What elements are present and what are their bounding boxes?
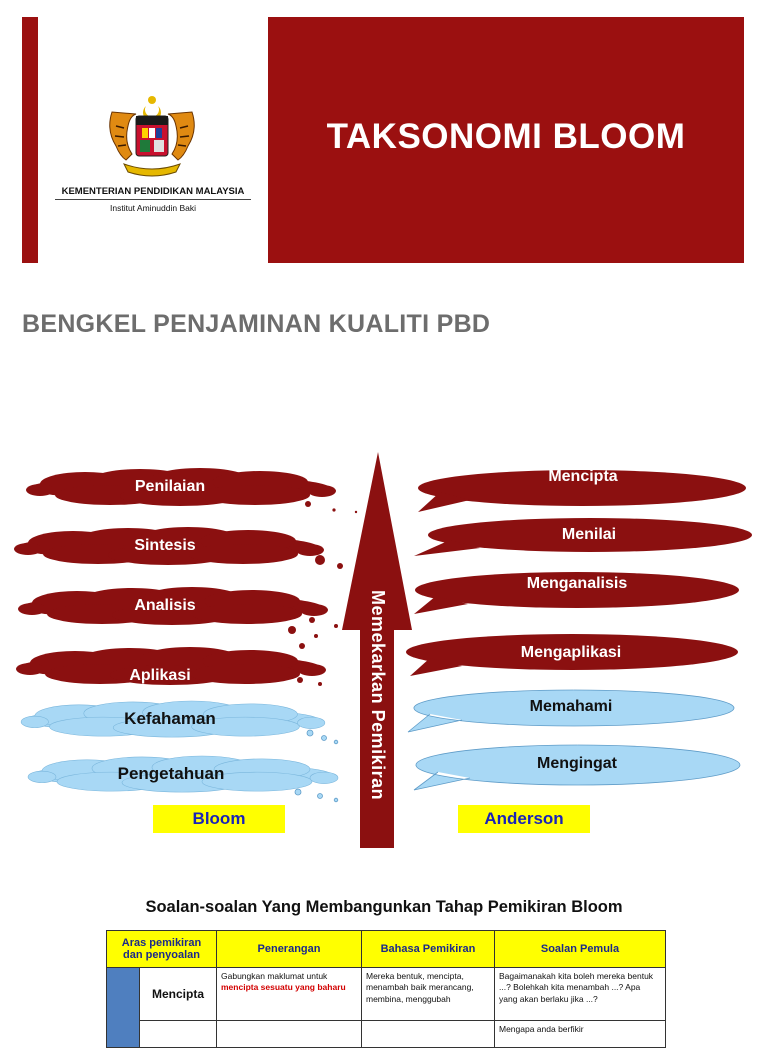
table-row [107, 968, 666, 1021]
bloom-level-penilaian: Penilaian [134, 478, 206, 495]
arrow-label: Memekarkan Pemikiran [368, 589, 388, 801]
level-group-band [107, 968, 140, 1048]
header-bahasa: Bahasa Pemikiran [362, 931, 495, 968]
bloom-level-aplikasi: Aplikasi [129, 667, 191, 684]
bloom-anderson-diagram [0, 440, 768, 860]
header-soalan: Soalan Pemula [495, 931, 666, 968]
anderson-tag: Anderson [458, 805, 590, 833]
header-aras: Aras pemikiran dan penyoalan [107, 931, 217, 968]
header-penerangan: Penerangan [217, 931, 362, 968]
bloom-level-sintesis: Sintesis [134, 537, 196, 554]
desc-highlight: mencipta sesuatu yang baharu [221, 982, 346, 993]
institute-name: Institut Aminuddin Baki [110, 203, 196, 213]
anderson-level-mengaplikasi: Mengaplikasi [520, 644, 622, 661]
starter-mencipta: Bagaimanakah kita boleh mereka bentuk ...? Bolehkah kita menambah ...? Apa yang akan berlaku jika ...? [495, 968, 666, 1021]
thinking-levels-table [106, 930, 666, 1048]
level-mencipta: Mencipta [140, 968, 217, 1021]
page-title: TAKSONOMI BLOOM [326, 117, 686, 156]
title-banner [268, 17, 744, 263]
desc-prefix: Gabungkan maklumat untuk [221, 971, 328, 981]
starter-row2: Mengapa anda berfikir [495, 1021, 666, 1048]
table-title: Soalan-soalan Yang Membangunkan Tahap Pemikiran Bloom [145, 898, 623, 916]
bloom-level-kefahaman: Kefahaman [124, 709, 216, 728]
bloom-level-pengetahuan: Pengetahuan [117, 764, 225, 783]
anderson-level-menganalisis: Menganalisis [526, 575, 628, 592]
anderson-level-menilai: Menilai [561, 526, 617, 543]
ministry-name: KEMENTERIAN PENDIDIKAN MALAYSIA [61, 186, 245, 197]
bloom-level-analisis: Analisis [134, 597, 196, 614]
ministry-divider [55, 199, 251, 200]
malaysia-coat-of-arms-icon [102, 92, 202, 184]
table-row [107, 1021, 666, 1048]
workshop-subtitle: BENGKEL PENJAMINAN KUALITI PBD [22, 310, 491, 338]
anderson-level-mengingat: Mengingat [537, 755, 617, 772]
bloom-tag: Bloom [153, 805, 285, 833]
anderson-level-mencipta: Mencipta [548, 468, 618, 485]
desc-mencipta [217, 968, 362, 1021]
anderson-level-memahami: Memahami [529, 698, 613, 715]
thought-bubbles-red [288, 501, 360, 686]
language-mencipta: Mereka bentuk, mencipta, menambah baik merancang, membina, menggubah [362, 968, 495, 1021]
left-accent-bar [22, 17, 38, 263]
